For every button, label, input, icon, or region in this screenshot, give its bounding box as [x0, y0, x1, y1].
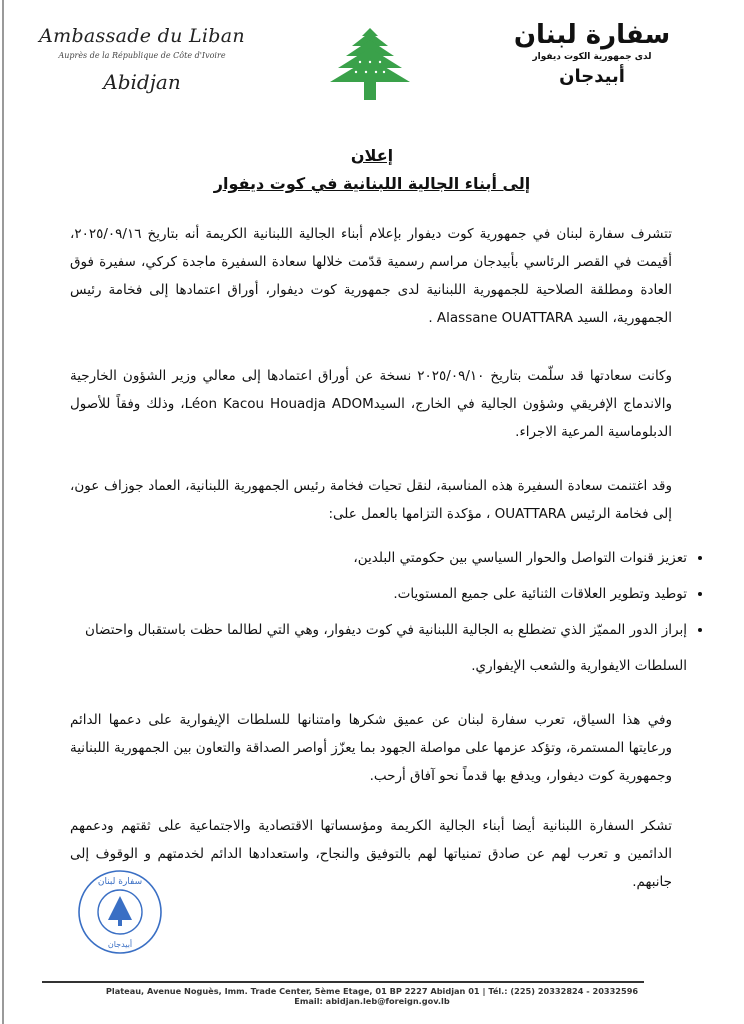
stamp-bottom-text: أبيدجان: [107, 940, 133, 949]
announcement-subtitle: إلى أبناء الجالية اللبنانية في كوت ديفوار: [213, 174, 531, 193]
cedar-tree-icon: [322, 26, 418, 104]
french-letterhead: [22, 25, 262, 94]
list-item: • تعزيز قنوات التواصل والحوار السياسي بين حكومتي البلدين،: [62, 540, 687, 576]
footer-email: Email: abidjan.leb@foreign.gov.lb: [294, 996, 450, 1006]
paragraph: وقد اغتنمت سعادة السفيرة هذه المناسبة، لنقل تحيات فخامة رئيس الجمهورية اللبنانية، العماد جوزاف عون، إلى فخامة الرئيس OUATTARA ، مؤكدة التزامها بالعمل على:: [70, 478, 672, 522]
stamp-top-text: سفارة لبنان: [97, 877, 143, 887]
letterhead-french-subtitle: Auprès de la République de Côte d'Ivoire: [58, 51, 226, 60]
paragraph: وكانت سعادتها قد سلّمت بتاريخ ٢٠٢٥/٠٩/١٠ نسخة عن أوراق اعتمادها إلى معالي وزير الشؤون الخارجية والاندماج الإفريقي وشؤون الجالية في الخارج، السيدLéon Kacou Houadja ADOM، وذلك وفقاً للأصول الدبلوماسية المرعية الاجراء.: [70, 368, 673, 440]
letterhead-french-city: Abidjan: [103, 70, 181, 94]
letterhead-arabic-subtitle: لدى جمهورية الكوت ديفوار: [532, 52, 652, 62]
footer-divider: [42, 981, 644, 983]
letterhead-french-title: Ambassade du Liban: [39, 25, 245, 47]
footer-address: Plateau, Avenue Noguès, Imm. Trade Center, 5ème Etage, 01 BP 2227 Abidjan 01 | Tél.: (225) 20332824 - 20332596: [105, 986, 639, 996]
announcement-title: إعلان: [350, 146, 394, 165]
letterhead-arabic-city: أبيدجان: [559, 66, 625, 87]
paragraph: تتشرف سفارة لبنان في جمهورية كوت ديفوار بإعلام أبناء الجالية اللبنانية الكريمة أنه بتاريخ ٢٠٢٥/٠٩/١٦، أقيمت في القصر الرئاسي بأبيدجان مراسم رسمية قدّمت خلالها سعادة السفيرة ماجدة كركي، سفيرة فوق العادة ومطلقة الصلاحية للجمهورية اللبنانية لدى جمهورية كوت ديفوار، أوراق اعتمادها إلى فخامة رئيس الجمهورية، السيد Alassane OUATTARA .: [70, 226, 672, 326]
arabic-letterhead: [492, 20, 692, 87]
paragraph: وفي هذا السياق، تعرب سفارة لبنان عن عميق شكرها وامتنانها للسلطات الإيفوارية على دعمها الدائم ورعايتها المستمرة، وتؤكد عزمها على مواصلة الجهود بما يعزّز أواصر الصداقة والتعاون بين الجمهورية اللبنانية وجمهورية كوت ديفوار، ويدفع بها قدماً نحو آفاق أرحب.: [70, 712, 672, 784]
list-item: • توطيد وتطوير العلاقات الثنائية على جميع المستويات.: [62, 576, 687, 612]
commitments-list: [62, 540, 709, 684]
list-item: • إبراز الدور المميّز الذي تضطلع به الجالية اللبنانية في كوت ديفوار، وهي التي لطالما حظت باستقبال واحتضان السلطات الايفوارية والشعب الإيفواري.: [62, 612, 687, 684]
paragraph: تشكر السفارة اللبنانية أيضا أبناء الجالية الكريمة ومؤسساتها الاقتصادية والاجتماعية على ثقتهم ودعمهم الدائمين و تعرب لهم عن صادق تمنياتها لهم بالتوفيق والنجاح، واستعدادها الدائم لخدمتهم و الوقوف إلى جانبهم.: [70, 818, 672, 890]
embassy-stamp-icon: [76, 868, 164, 956]
letterhead-arabic-title: سفارة لبنان: [513, 20, 671, 50]
